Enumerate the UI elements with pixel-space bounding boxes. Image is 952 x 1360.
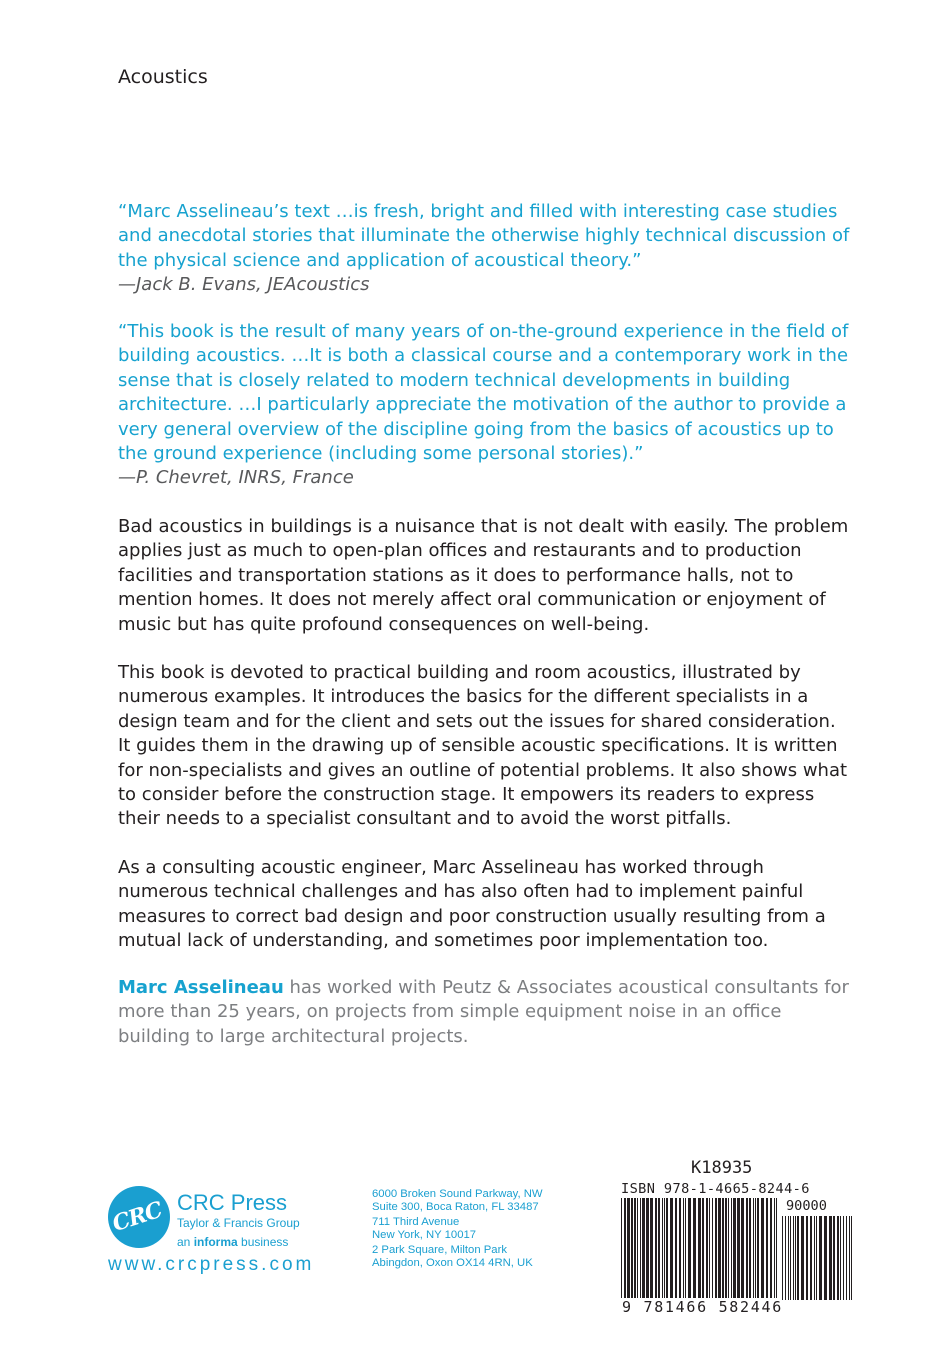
publisher-tagline: an informa business xyxy=(177,1235,289,1249)
barcode-bar xyxy=(731,1198,732,1298)
author-bio xyxy=(118,976,853,1049)
isbn-text: ISBN 978-1-4665-8244-6 xyxy=(621,1181,810,1197)
barcode-bar xyxy=(741,1198,744,1298)
crc-logo-text: CRC xyxy=(109,1196,166,1238)
barcode-bar xyxy=(785,1216,786,1300)
barcode-bar xyxy=(833,1216,835,1300)
barcode-bar xyxy=(788,1216,789,1300)
barcode-bar xyxy=(685,1198,686,1298)
barcode-bar xyxy=(810,1216,812,1300)
barcode-bar xyxy=(664,1198,665,1298)
barcode-bar xyxy=(755,1198,756,1298)
isbn-barcode xyxy=(621,1198,783,1298)
barcode-bar xyxy=(746,1198,748,1298)
barcode-bar xyxy=(693,1198,696,1298)
barcode-bar xyxy=(846,1216,847,1300)
barcode-bar xyxy=(774,1198,775,1298)
publisher-address: 6000 Broken Sound Parkway, NW Suite 300, Boca Raton, FL 33487 xyxy=(372,1188,543,1213)
barcode-bar xyxy=(753,1198,754,1298)
ean-digits: 9 781466 582446 xyxy=(622,1298,783,1316)
barcode-bar xyxy=(837,1216,839,1300)
barcode-bar xyxy=(797,1216,799,1300)
review-quote: “This book is the result of many years of on-the-ground experience in the field of building acoustics. …It is both a classical course and a contemporary work in the sense that is closely related to modern technical developments in building architecture. …I particularly appreciate the motivation of the author to provide a very general overview of the discipline going from the basics of acoustics up to the ground experience (including some personal stories).” xyxy=(118,321,849,465)
barcode-bar xyxy=(843,1216,844,1300)
barcode-bar xyxy=(749,1198,751,1298)
review-quote: “Marc Asselineau’s text …is fresh, bright and filled with interesting case studies and anecdotal stories that illuminate the otherwise highly technical discussion of the physical science and application of acoustical theory.” xyxy=(118,201,850,271)
review-attribution: —Jack B. Evans, JEAcoustics xyxy=(118,274,370,296)
barcode-bar xyxy=(646,1198,649,1298)
review-1 xyxy=(118,200,853,298)
barcode-bar xyxy=(801,1216,804,1300)
author-bio-text: has worked with Peutz & Associates acoustical consultants for more than 25 years, on projects from simple equipment noise in an office building to large architectural projects. xyxy=(118,977,849,1047)
barcode-bar xyxy=(819,1216,822,1300)
barcode-bar xyxy=(640,1198,641,1298)
barcode-bar xyxy=(793,1216,794,1300)
description-paragraph: As a consulting acoustic engineer, Marc Asselineau has worked through numerous technical challenges and has also often had to implement painful measures to correct bad design and poor construction usually resulting from a mutual lack of understanding, and sometimes poor implementation too. xyxy=(118,857,826,952)
barcode-bar xyxy=(782,1216,783,1300)
author-name: Marc Asselineau xyxy=(118,977,284,998)
barcode-bar xyxy=(725,1198,727,1298)
informa-brand: informa xyxy=(193,1235,238,1249)
barcode-bar xyxy=(829,1216,832,1300)
barcode-bar xyxy=(688,1198,691,1298)
price-barcode xyxy=(782,1216,852,1300)
barcode-bar xyxy=(718,1198,721,1298)
barcode-bar xyxy=(722,1198,724,1298)
barcode-bar xyxy=(650,1198,653,1298)
barcode-bar xyxy=(706,1198,708,1298)
catalog-code: K18935 xyxy=(691,1158,753,1178)
barcode-bar xyxy=(642,1198,645,1298)
barcode-bar xyxy=(666,1198,668,1298)
barcode-bar xyxy=(637,1198,638,1298)
barcode-bar xyxy=(662,1198,663,1298)
review-attribution: —P. Chevret, INRS, France xyxy=(118,467,354,489)
barcode-bar xyxy=(776,1198,777,1298)
barcode-bar xyxy=(840,1216,841,1300)
review-2 xyxy=(118,320,853,491)
barcode-bar xyxy=(627,1198,630,1298)
barcode-bar xyxy=(851,1216,852,1300)
barcode-bar xyxy=(621,1198,622,1298)
barcode-bar xyxy=(816,1216,817,1300)
barcode-bar xyxy=(631,1198,633,1298)
barcode-bar xyxy=(658,1198,660,1298)
publisher-group: Taylor & Francis Group xyxy=(177,1216,300,1230)
barcode-bar xyxy=(634,1198,636,1298)
publisher-address: 711 Third Avenue New York, NY 10017 xyxy=(372,1216,477,1241)
barcode-bar xyxy=(655,1198,657,1298)
barcode-bar xyxy=(737,1198,740,1298)
barcode-bar xyxy=(770,1198,772,1298)
publisher-address: 2 Park Square, Milton Park Abingdon, Oxon OX14 4RN, UK xyxy=(372,1244,533,1269)
barcode-bar xyxy=(715,1198,717,1298)
barcode-bar xyxy=(757,1198,759,1298)
book-subject-label: Acoustics xyxy=(118,66,208,88)
barcode-bar xyxy=(806,1216,808,1300)
description-paragraph: This book is devoted to practical building and room acoustics, illustrated by numerous examples. It introduces the basics for the different specialists in a design team and for the client and sets out the issues for shared consideration. It guides them in the drawing up of sensible acoustic specifications. It is written for non-specialists and gives an outline of potential problems. It also shows what to consider before the construction stage. It empowers its readers to express their needs to a specialist consultant and to avoid the worst pitfalls. xyxy=(118,662,848,830)
barcode-bar xyxy=(795,1216,796,1300)
price-code: 90000 xyxy=(786,1198,827,1214)
barcode-bar xyxy=(624,1198,626,1298)
barcode-bar xyxy=(790,1216,791,1300)
barcode-bar xyxy=(709,1198,710,1298)
barcode-bar xyxy=(712,1198,713,1298)
barcode-bar xyxy=(702,1198,704,1298)
barcode-bar xyxy=(728,1198,729,1298)
barcode-bar xyxy=(814,1216,815,1300)
barcode-bar xyxy=(761,1198,764,1298)
barcode-bar xyxy=(766,1198,768,1298)
barcode-bar xyxy=(670,1198,673,1298)
barcode-bar xyxy=(733,1198,736,1298)
description-paragraph: Bad acoustics in buildings is a nuisance that is not dealt with easily. The problem applies just as much to open-plan offices and restaurants and to production facilities and transportation stations as it does to performance halls, not to mention homes. It does not merely affect oral communication or enjoyment of music but has quite profound consequences on well-being. xyxy=(118,516,849,635)
barcode-bar xyxy=(849,1216,850,1300)
publisher-name: CRC Press xyxy=(177,1190,288,1215)
crc-logo xyxy=(108,1186,170,1248)
barcode-bar xyxy=(698,1198,701,1298)
publisher-url[interactable]: www.crcpress.com xyxy=(108,1254,315,1275)
barcode-bar xyxy=(683,1198,684,1298)
barcode-bar xyxy=(679,1198,681,1298)
barcode-bar xyxy=(675,1198,677,1298)
barcode-bar xyxy=(824,1216,827,1300)
